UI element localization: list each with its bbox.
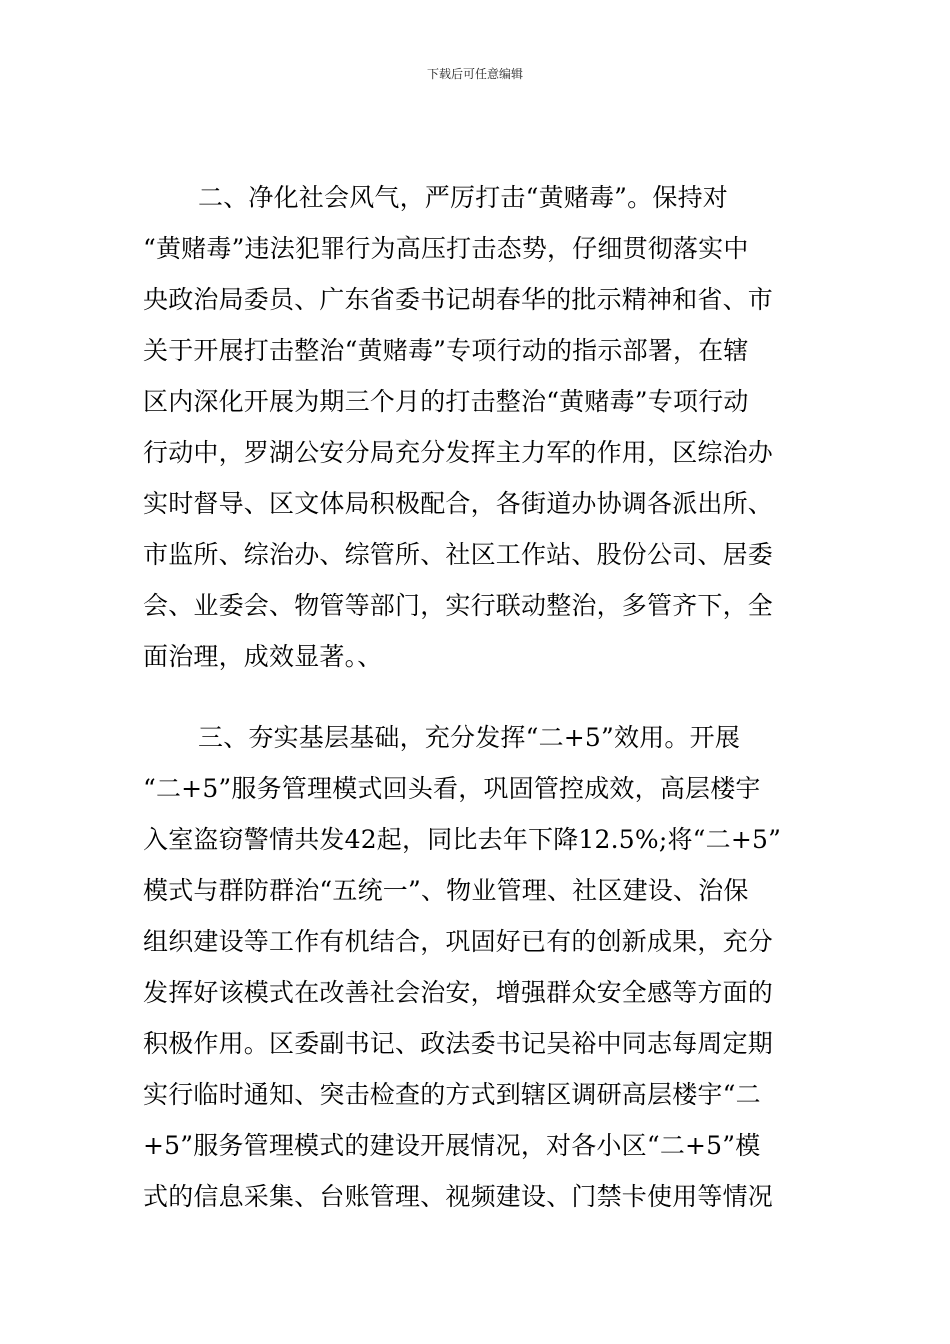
paragraph-line: 关于开展打击整治“黄赌毒”专项行动的指示部署，在辖 [143, 336, 749, 365]
paragraph-line: +5”服务管理模式的建设开展情况，对各小区“二+5”模 [143, 1131, 761, 1160]
paragraph-line: 实行临时通知、突击检查的方式到辖区调研高层楼宇“二 [143, 1080, 761, 1109]
paragraph-section-two [143, 172, 809, 682]
paragraph-section-three [143, 712, 809, 1222]
paragraph-line: 式的信息采集、台账管理、视频建设、门禁卡使用等情况 [143, 1182, 774, 1211]
paragraph-line: 会、业委会、物管等部门，实行联动整治，多管齐下，全 [143, 591, 774, 620]
page-header-note: 下载后可任意编辑 [426, 67, 523, 81]
paragraph-line: 市监所、综治办、综管所、社区工作站、股份公司、居委 [143, 540, 774, 569]
paragraph-line: 三、夯实基层基础，充分发挥“二+5”效用。开展 [198, 723, 741, 752]
paragraph-line: 区内深化开展为期三个月的打击整治“黄赌毒”专项行动 [143, 387, 749, 416]
paragraph-line: 面治理，成效显著。、 [143, 642, 383, 671]
paragraph-line: 二、净化社会风气，严厉打击“黄赌毒”。保持对 [198, 183, 728, 212]
paragraph-line: 实时督导、区文体局积极配合，各街道办协调各派出所、 [143, 489, 774, 518]
paragraph-line: 行动中，罗湖公安分局充分发挥主力军的作用，区综治办 [143, 438, 774, 467]
paragraph-line: 积极作用。区委副书记、政法委书记吴裕中同志每周定期 [143, 1029, 774, 1058]
paragraph-line: 组织建设等工作有机结合，巩固好已有的创新成果，充分 [143, 927, 774, 956]
paragraph-line: 央政治局委员、广东省委书记胡春华的批示精神和省、市 [143, 285, 774, 314]
paragraph-line: “黄赌毒”违法犯罪行为高压打击态势，仔细贯彻落实中 [143, 234, 749, 263]
paragraph-line: 模式与群防群治“五统一”、物业管理、社区建设、治保 [143, 876, 749, 905]
paragraph-line: 入室盗窃警情共发42起，同比去年下降12.5%;将“二+5” [143, 825, 782, 854]
paragraph-line: “二+5”服务管理模式回头看，巩固管控成效，高层楼宇 [143, 774, 761, 803]
paragraph-line: 发挥好该模式在改善社会治安，增强群众安全感等方面的 [143, 978, 774, 1007]
